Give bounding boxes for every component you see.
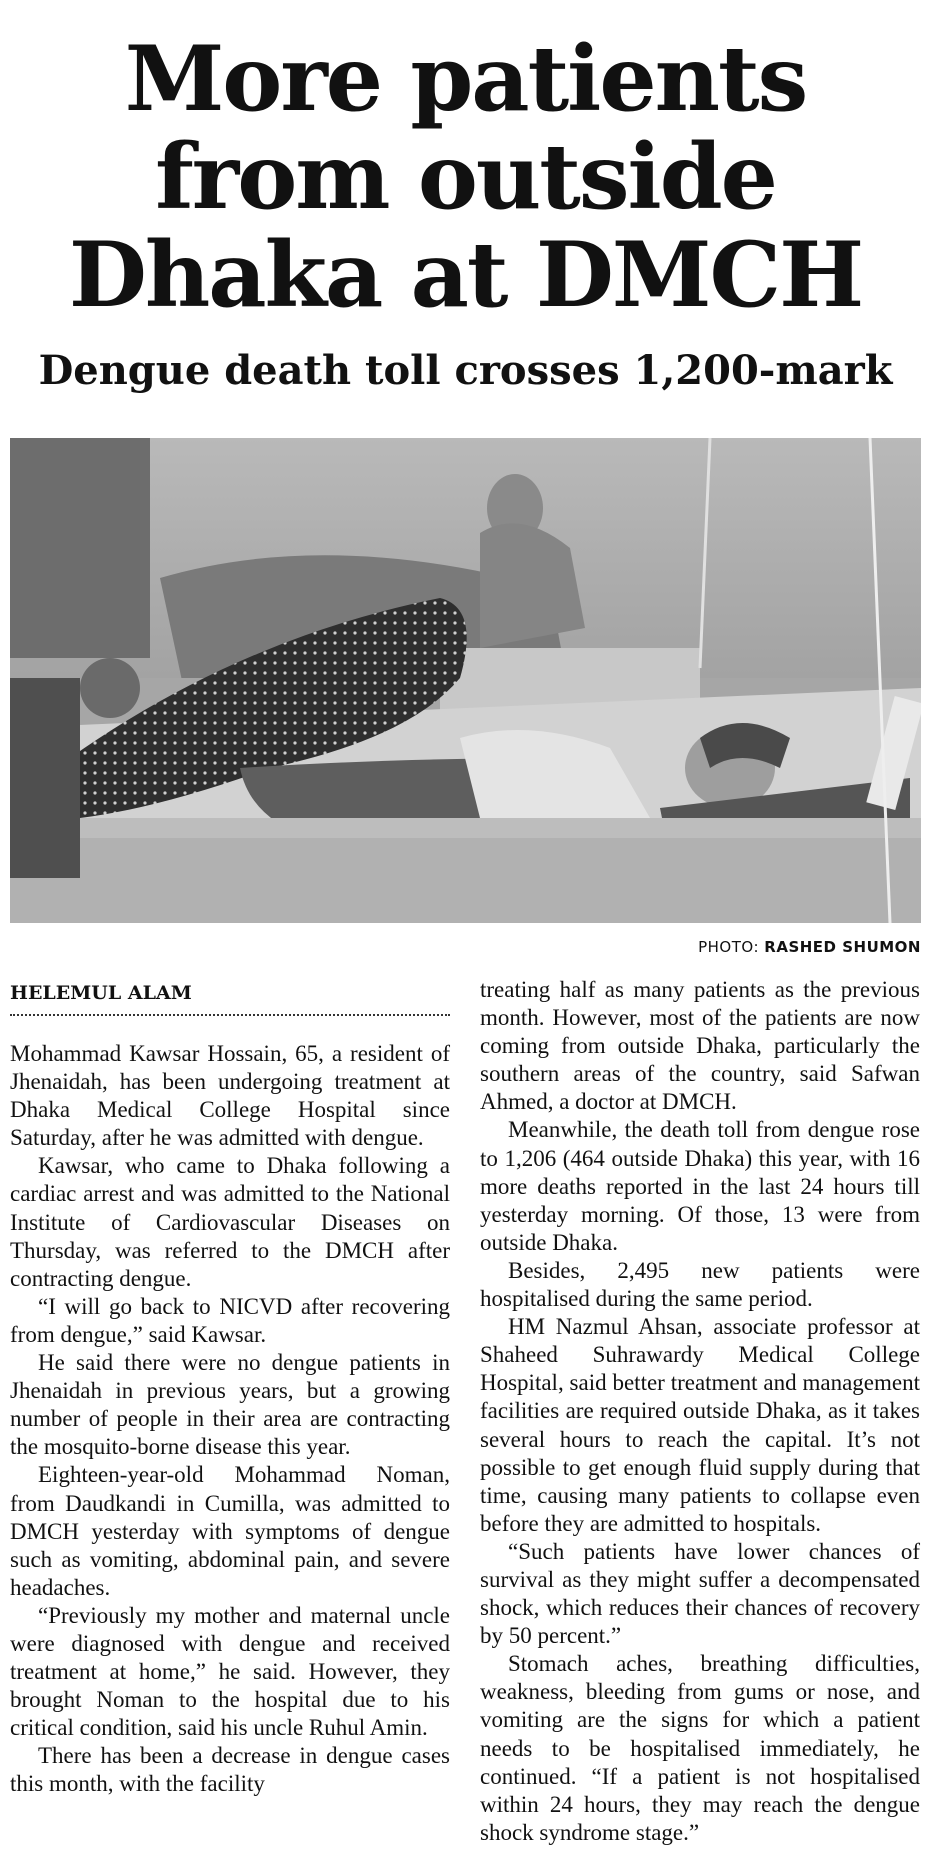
paragraph: Eighteen-year-old Mohammad Noman, from Daudkandi in Cumilla, was admitted to DMCH yesterday with symptoms of dengue such as vomiting, abdominal pain, and severe headaches.: [10, 1462, 450, 1600]
article-column-1: [10, 1040, 450, 1799]
paragraph: He said there were no dengue patients in Jhenaidah in previous years, but a growing number of people in their area are contracting the mosquito-borne disease this year.: [10, 1350, 450, 1460]
article-column-2: [480, 976, 920, 1847]
headline-line-1: More patients: [124, 26, 807, 132]
paragraph: treating half as many patients as the previous month. However, most of the patients are now coming from outside Dhaka, particularly the southern areas of the country, said Safwan Ahmed, a doctor at DMCH.: [480, 977, 920, 1115]
paragraph: Besides, 2,495 new patients were hospitalised during the same period.: [480, 1257, 920, 1312]
paragraph: “I will go back to NICVD after recovering from dengue,” said Kawsar.: [10, 1293, 450, 1347]
paragraph: Kawsar, who came to Dhaka following a cardiac arrest and was admitted to the National Institute of Cardiovascular Diseases on Thursday, was referred to the DMCH after contracting dengue.: [10, 1153, 450, 1291]
paragraph: Mohammad Kawsar Hossain, 65, a resident of Jhenaidah, has been undergoing treatment at Dhaka Medical College Hospital since Saturday, after he was admitted with dengue.: [10, 1041, 450, 1151]
hospital-ward-photo: [10, 438, 921, 923]
headline-line-3: Dhaka at DMCH: [68, 222, 863, 328]
photo-credit: [698, 938, 921, 956]
photo-credit-name: RASHED SHUMON: [764, 938, 921, 956]
paragraph: “Previously my mother and maternal uncle were diagnosed with dengue and received treatment at home,” he said. However, they brought Noman to the hospital due to his critical condition, said his uncle Ruhul Amin.: [10, 1602, 450, 1741]
news-photo: [10, 438, 921, 923]
paragraph: There has been a decrease in dengue cases this month, with the facility: [10, 1743, 450, 1797]
subheadline: Dengue death toll crosses 1,200-mark: [38, 347, 893, 394]
paragraph: Stomach aches, breathing difficulties, weakness, bleeding from gums or nose, and vomiting are the signs for which a patient needs to be hospitalised immediately, he continued. “If a patient is not hospitalised within 24 hours, they may reach the dengue shock syndrome stage.”: [480, 1651, 920, 1845]
paragraph: Meanwhile, the death toll from dengue rose to 1,206 (464 outside Dhaka) this year, with 16 more deaths reported in the last 24 hours till yesterday morning. Of those, 13 were from outside Dhaka.: [480, 1117, 920, 1255]
paragraph: “Such patients have lower chances of survival as they might suffer a decompensated shock, which reduces their chances of recovery by 50 percent.”: [480, 1538, 920, 1649]
headline-line-2: from outside: [155, 124, 776, 230]
byline: HELEMUL ALAM: [10, 982, 450, 1016]
paragraph: HM Nazmul Ahsan, associate professor at Shaheed Suhrawardy Medical College Hospital, said better treatment and management facilities are required outside Dhaka, as it takes several hours to reach the capital. It’s not possible to get enough fluid supply during that time, causing many patients to collapse even before they are admitted to hospitals.: [480, 1314, 920, 1536]
headline: [0, 26, 931, 328]
photo-credit-label: PHOTO:: [698, 938, 759, 956]
